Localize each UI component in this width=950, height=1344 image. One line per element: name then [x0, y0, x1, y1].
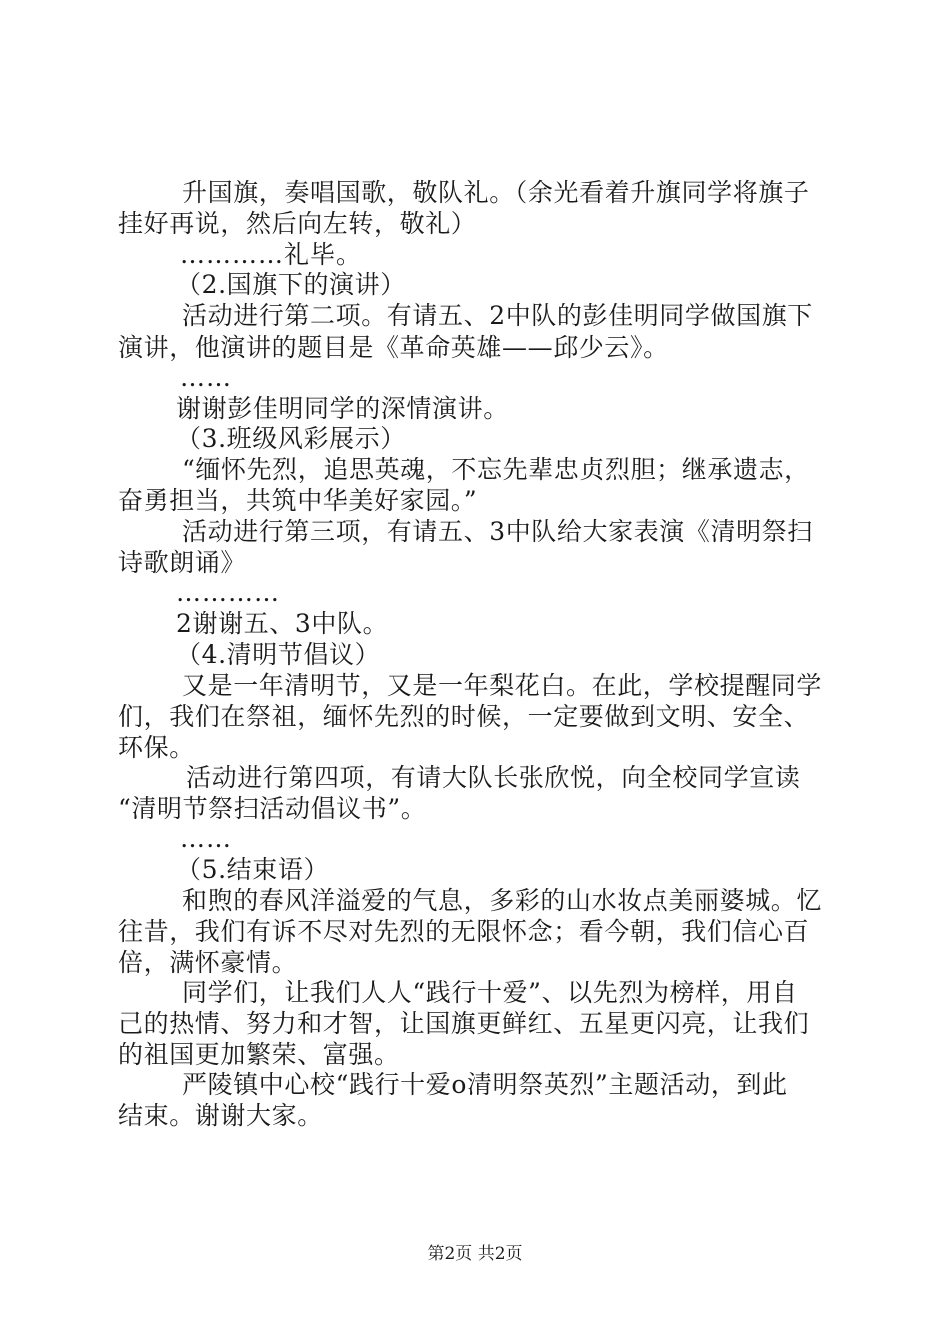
text-line: 倍，满怀豪情。 — [118, 948, 298, 977]
text-line: 活动进行第三项，有请五、3中队给大家表演《清明祭扫 — [182, 517, 813, 546]
text-line: 结束。谢谢大家。 — [118, 1101, 323, 1130]
text-line: 活动进行第二项。有请五、2中队的彭佳明同学做国旗下 — [182, 301, 813, 330]
text-line: 演讲，他演讲的题目是《革命英雄——邱少云》。 — [118, 333, 669, 362]
text-line: 谢谢彭佳明同学的深情演讲。 — [176, 394, 509, 423]
ellipsis-line: ………… — [176, 578, 280, 607]
text-line: 升国旗，奏唱国歌，敬队礼。（余光看着升旗同学将旗子 — [182, 178, 810, 207]
text-line: 们，我们在祭祖，缅怀先烈的时候，一定要做到文明、安全、 — [118, 702, 810, 731]
section-heading: （5.结束语） — [176, 855, 330, 884]
section-heading: （2.国旗下的演讲） — [176, 270, 406, 299]
text-line: 和煦的春风洋溢爱的气息，多彩的山水妆点美丽婆城。忆 — [182, 886, 823, 915]
text-line: 又是一年清明节，又是一年梨花白。在此，学校提醒同学 — [182, 671, 823, 700]
text-line: …………礼毕。 — [180, 240, 363, 269]
text-line: 己的热情、努力和才智，让国旗更鲜红、五星更闪亮，让我们 — [118, 1009, 810, 1038]
text-line: 挂好再说，然后向左转，敬礼） — [118, 209, 477, 238]
ellipsis-line: …… — [180, 363, 232, 392]
ellipsis-line: …… — [180, 824, 232, 853]
text-line: 诗歌朗诵》 — [118, 548, 247, 577]
section-heading: （4.清明节倡议） — [176, 640, 381, 669]
text-line: 环保。 — [118, 733, 195, 762]
text-line: 同学们，让我们人人“践行十爱”、以先烈为榜样，用自 — [182, 978, 798, 1007]
section-heading: （3.班级风彩展示） — [176, 424, 406, 453]
text-line: 的祖国更加繁荣、富强。 — [118, 1040, 400, 1069]
text-line: 奋勇担当，共筑中华美好家园。” — [118, 486, 478, 515]
text-line: “缅怀先烈，追思英魂，不忘先辈忠贞烈胆；继承遗志， — [182, 455, 810, 484]
text-line: 严陵镇中心校“践行十爱o清明祭英烈”主题活动，到此 — [182, 1070, 788, 1099]
page-number-footer: 第2页 共2页 — [427, 1244, 523, 1264]
text-line: 往昔，我们有诉不尽对先烈的无限怀念；看今朝，我们信心百 — [118, 917, 810, 946]
text-line: “清明节祭扫活动倡议书”。 — [118, 794, 427, 823]
text-line: 活动进行第四项，有请大队长张欣悦，向全校同学宣读 — [186, 763, 801, 792]
text-line: 2谢谢五、3中队。 — [176, 609, 389, 638]
